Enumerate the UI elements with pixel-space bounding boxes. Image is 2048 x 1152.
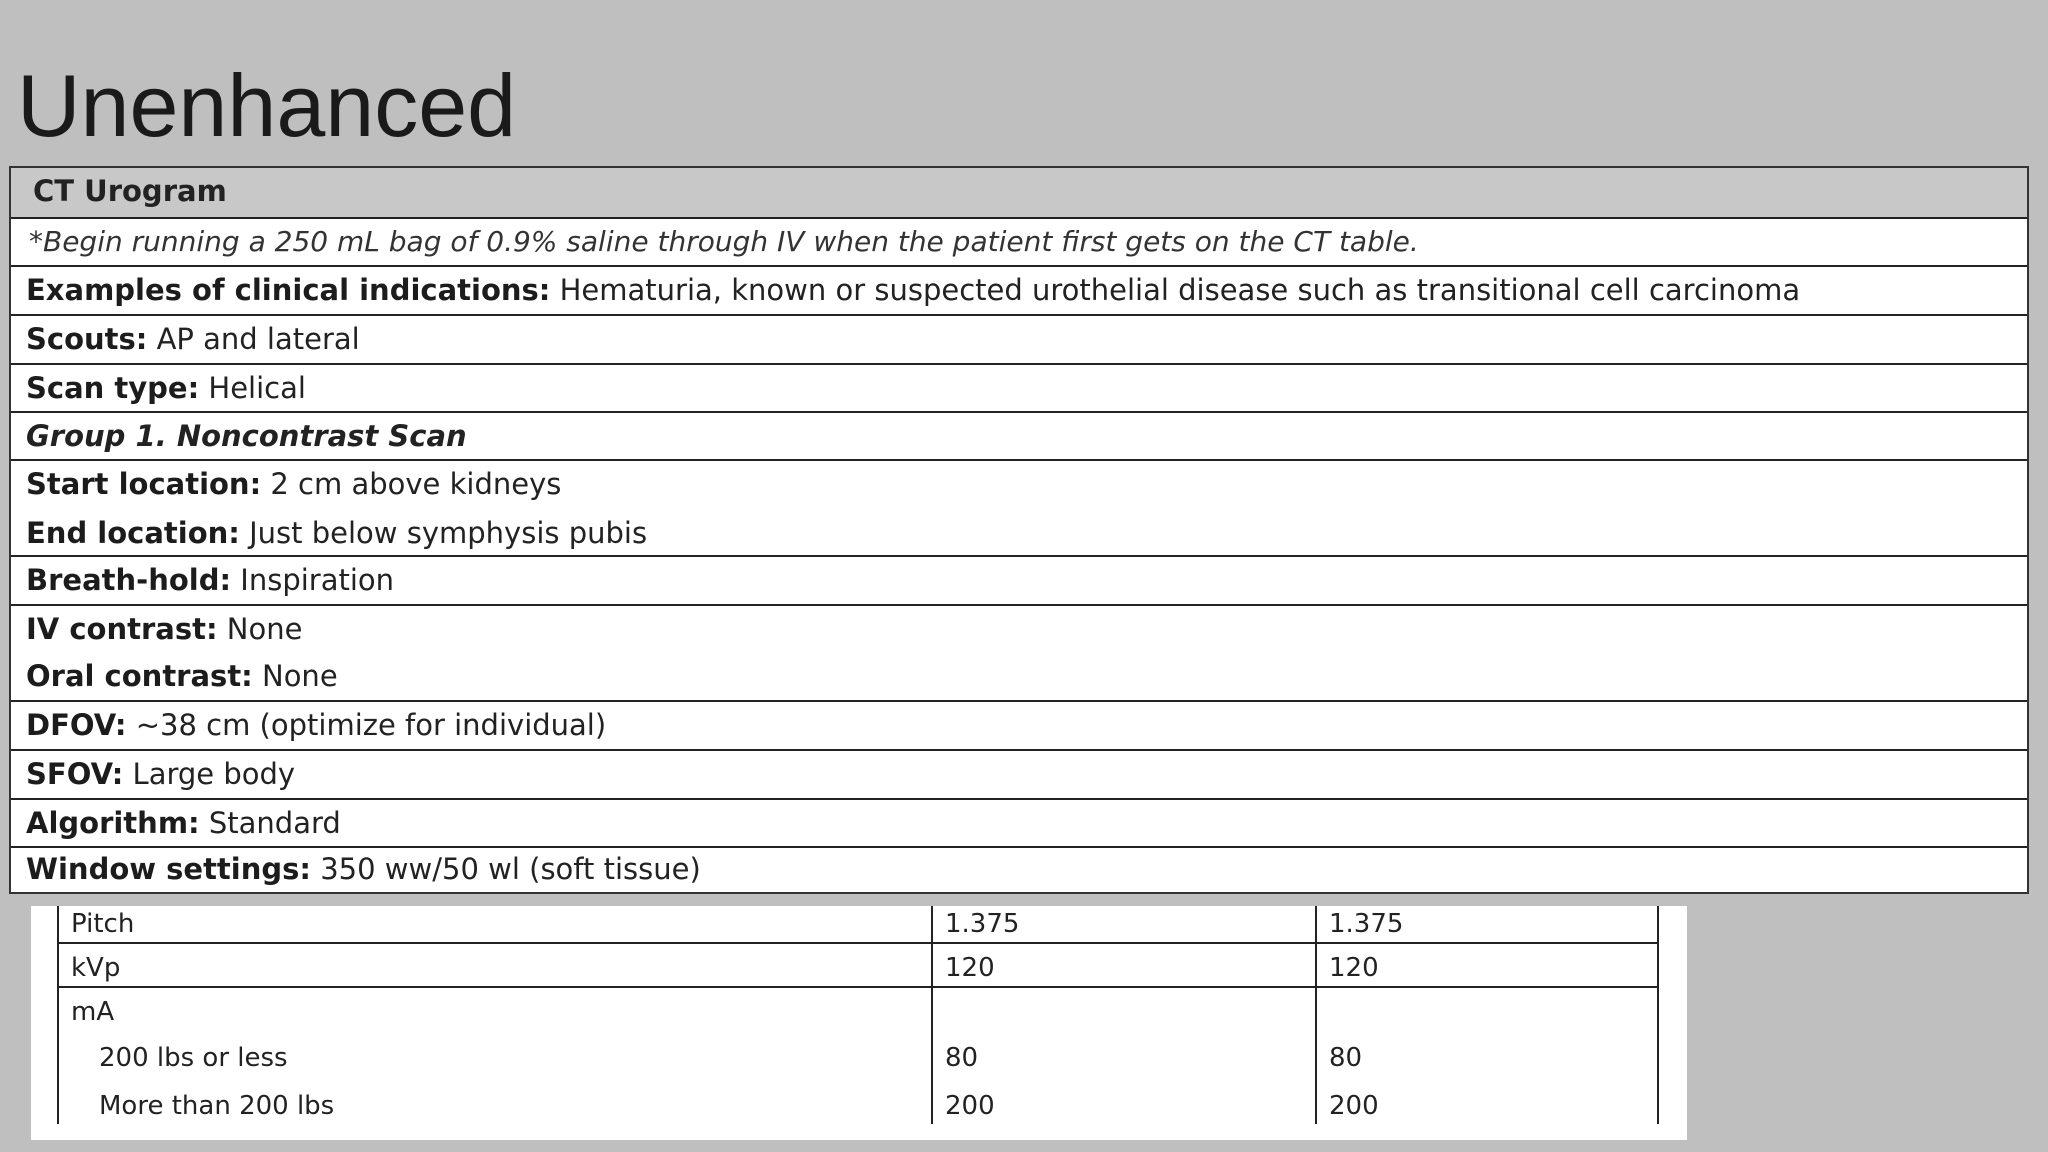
param-cell: Pitch xyxy=(58,906,932,943)
value-cell xyxy=(1316,987,1658,1124)
field-label: SFOV: xyxy=(26,757,124,791)
ma-value: 200 xyxy=(1329,1091,1379,1121)
field-value: None xyxy=(252,659,338,693)
field-label: Algorithm: xyxy=(26,806,200,840)
protocol-header: CT Urogram xyxy=(33,174,227,208)
ma-value: 80 xyxy=(945,1043,979,1073)
field-value: ~38 cm (optimize for individual) xyxy=(126,708,607,742)
protocol-row-group xyxy=(11,413,2027,461)
field-label: Start location: xyxy=(26,467,262,501)
protocol-note-row xyxy=(11,219,2027,267)
table-row xyxy=(58,943,1658,987)
protocol-group-heading: Group 1. Noncontrast Scan xyxy=(26,419,467,453)
protocol-header-row xyxy=(11,168,2027,219)
protocol-row-window-settings xyxy=(11,848,2027,894)
field-value: 350 ww/50 wl (soft tissue) xyxy=(311,852,701,886)
value-cell: 120 xyxy=(932,943,1316,987)
ma-value: 80 xyxy=(1329,1043,1363,1073)
technique-parameters-table xyxy=(31,906,1687,1140)
protocol-row-dfov xyxy=(11,702,2027,751)
param-cell-ma xyxy=(58,987,932,1124)
value-cell xyxy=(932,987,1316,1124)
protocol-row-breath-hold xyxy=(11,557,2027,606)
value-cell: 120 xyxy=(1316,943,1658,987)
field-label: Scan type: xyxy=(26,371,200,405)
value-cell: 1.375 xyxy=(932,906,1316,943)
param-cell: kVp xyxy=(58,943,932,987)
protocol-note: *Begin running a 250 mL bag of 0.9% saline through IV when the patient first gets on the CT table. xyxy=(29,225,1419,258)
field-label: Examples of clinical indications: xyxy=(26,273,551,307)
protocol-row-sfov xyxy=(11,751,2027,800)
ma-label: mA xyxy=(71,997,115,1027)
ma-value: 200 xyxy=(945,1091,995,1121)
ma-sub-label: 200 lbs or less xyxy=(99,1043,288,1073)
field-value: 2 cm above kidneys xyxy=(261,467,562,501)
protocol-row-scan-type xyxy=(11,365,2027,413)
table-row xyxy=(58,987,1658,1124)
protocol-row-scouts xyxy=(11,316,2027,365)
protocol-row-indications xyxy=(11,267,2027,316)
field-value: Standard xyxy=(199,806,341,840)
value-cell: 1.375 xyxy=(1316,906,1658,943)
field-label: End location: xyxy=(26,516,240,550)
protocol-row-contrast xyxy=(11,606,2027,702)
ct-urogram-protocol-table xyxy=(9,166,2029,894)
field-value: Helical xyxy=(199,371,306,405)
field-label: Breath-hold: xyxy=(26,563,232,597)
ma-sub-label: More than 200 lbs xyxy=(99,1091,335,1121)
field-value: Just below symphysis pubis xyxy=(239,516,648,550)
slide-title: Unenhanced xyxy=(17,56,517,155)
field-label: DFOV: xyxy=(26,708,127,742)
field-label: IV contrast: xyxy=(26,612,218,646)
field-value: Large body xyxy=(123,757,296,791)
protocol-row-location xyxy=(11,461,2027,557)
field-label: Oral contrast: xyxy=(26,659,253,693)
field-value: AP and lateral xyxy=(147,322,360,356)
field-label: Window settings: xyxy=(26,852,312,886)
field-value: Inspiration xyxy=(231,563,395,597)
table-row xyxy=(58,906,1658,943)
field-label: Scouts: xyxy=(26,322,148,356)
protocol-row-algorithm xyxy=(11,800,2027,848)
field-value: Hematuria, known or suspected urothelial disease such as transitional cell carcinoma xyxy=(550,273,1801,307)
field-value: None xyxy=(217,612,303,646)
